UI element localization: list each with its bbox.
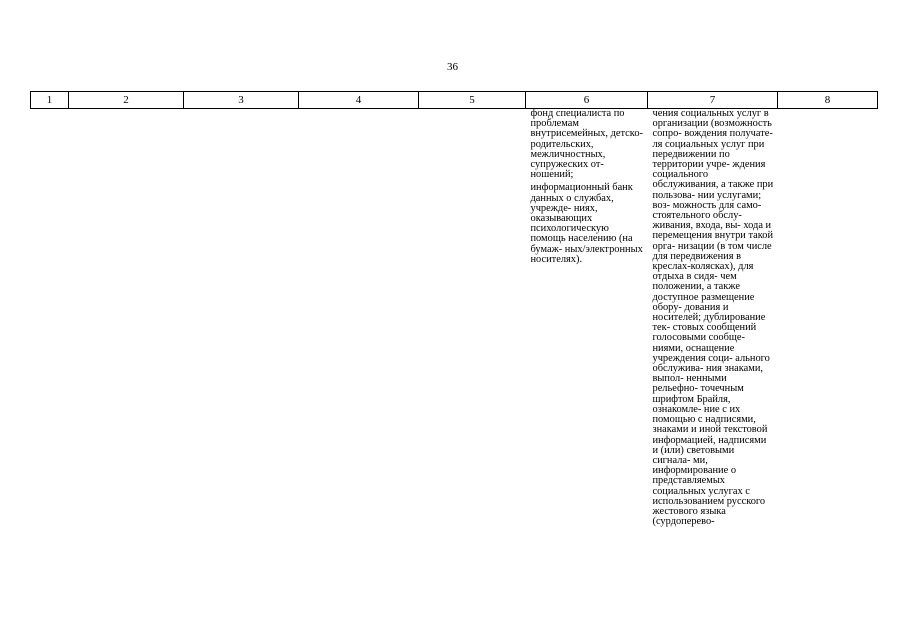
services-table	[30, 91, 878, 530]
cell-col5	[419, 109, 526, 531]
table-row	[31, 109, 878, 531]
cell-col7	[648, 109, 778, 531]
column-header-2: 2	[69, 92, 184, 109]
cell-col6	[526, 109, 648, 531]
cell-col2	[69, 109, 184, 531]
column-header-8: 8	[778, 92, 878, 109]
col6-paragraph-1: фонд специалиста по проблемам внутрисемейных, детско- родительских, межличностных, супружеских от- ношений;	[530, 108, 643, 181]
column-header-7: 7	[648, 92, 778, 109]
col6-paragraph-2: информационный банк данных о службах, учрежде- ниях, оказывающих психологическую помощь населению (на бумаж- ных/электронных носителях).	[530, 182, 643, 265]
cell-col3	[184, 109, 299, 531]
column-header-3: 3	[184, 92, 299, 109]
column-header-4: 4	[299, 92, 419, 109]
cell-col4	[299, 109, 419, 531]
cell-col8	[778, 109, 878, 531]
col7-paragraph: чения социальных услуг в организации (возможность сопро- вождения получате- ля социальных услуг при передвижении по территории учре- ждения социального обслуживания, а также при пользова- нии услугами; воз- можность для само- стоятельного обслу- живания, входа, вы- хода и перемещения внутри такой орга- низации (в том числе для передвижения в креслах-колясках), для отдыха в сидя- чем положении, а также доступное размещение обору- дования и носителей; дублирование тек- стовых сообщений голосовыми сообще- ниями, оснащение учреждения соци- ального обслужива- ния знаками, выпол- ненными рельефно- точечным шрифтом Брайля, ознакомле- ние с их помощью с надписями, знаками и иной текстовой информацией, надписями и (или) световыми сигнала- ми, информирование о представляемых социальных услугах с использованием русского жестового языка (сурдоперево-	[652, 108, 774, 528]
page-number: 36	[447, 61, 458, 73]
column-header-1: 1	[31, 92, 69, 109]
cell-col1	[31, 109, 69, 531]
column-header-6: 6	[526, 92, 648, 109]
column-header-5: 5	[419, 92, 526, 109]
header-row	[31, 92, 878, 109]
